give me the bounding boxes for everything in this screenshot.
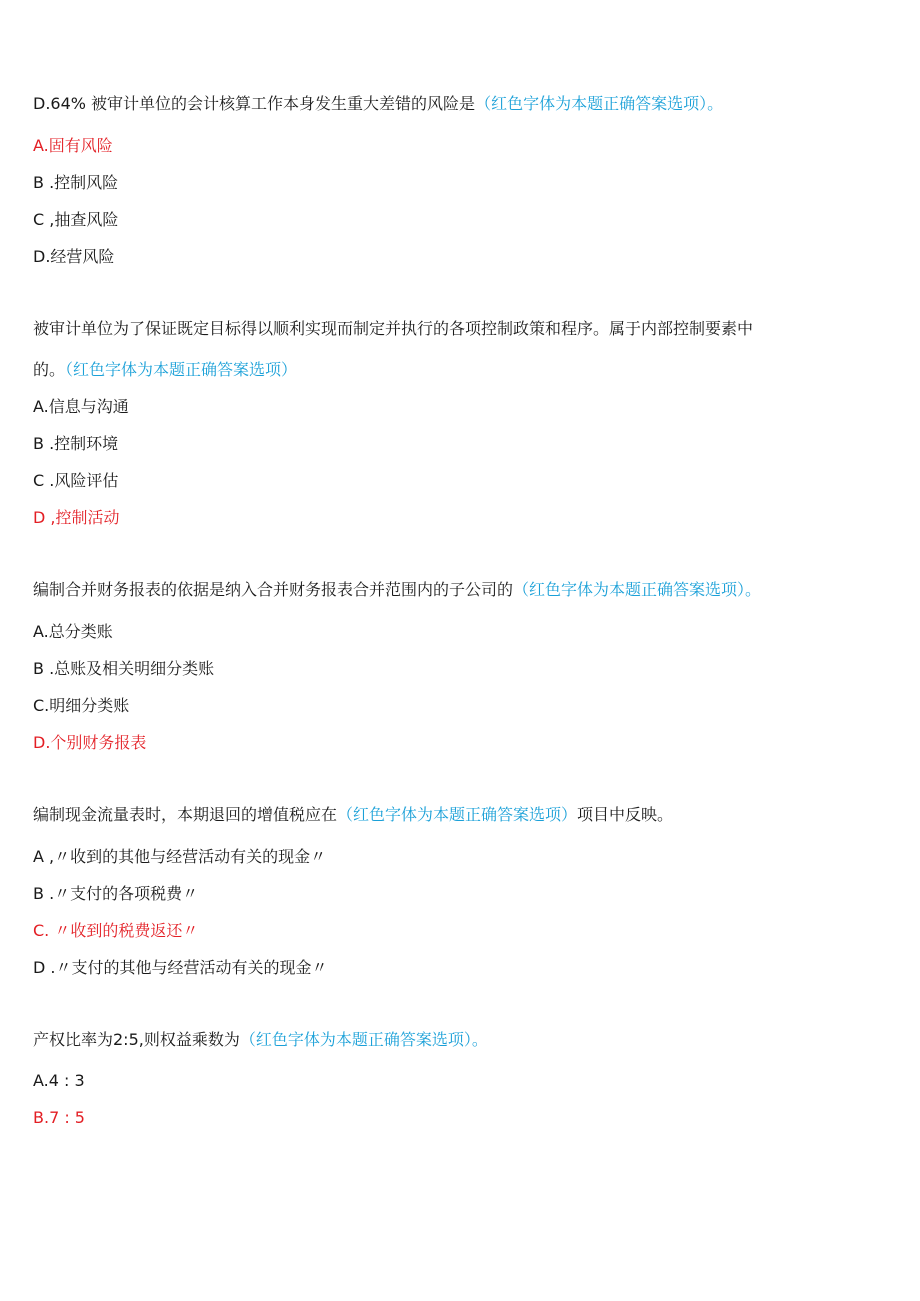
question-3-option-b: B .总账及相关明细分类账 (33, 659, 215, 678)
question-2-option-b: B .控制环境 (33, 434, 119, 453)
question-4-option-a: A ,〃收到的其他与经营活动有关的现金〃 (33, 847, 327, 866)
question-2-text-line2: 的。 (33, 360, 66, 379)
question-2-option-a: A.信息与沟通 (33, 397, 129, 416)
question-4-option-c: C. 〃收到的税费返还〃 (33, 921, 199, 940)
question-2-option-c: C .风险评估 (33, 471, 119, 490)
question-1-hint: （红色字体为本题正确答案选项）。 (475, 94, 724, 113)
question-4-option-d: D .〃支付的其他与经营活动有关的现金〃 (33, 958, 328, 977)
question-3-option-c: C.明细分类账 (33, 696, 130, 715)
question-3-stem (33, 579, 761, 601)
question-5-option-a: A.4 : 3 (33, 1071, 85, 1090)
question-3-option-d: D.个别财务报表 (33, 733, 147, 752)
question-3-text: 编制合并财务报表的依据是纳入合并财务报表合并范围内的子公司的 (33, 580, 514, 599)
question-1-option-d: D.经营风险 (33, 247, 115, 266)
question-4-option-b: B .〃支付的各项税费〃 (33, 884, 199, 903)
question-2-option-d: D ,控制活动 (33, 508, 120, 527)
question-3-hint: （红色字体为本题正确答案选项）。 (513, 580, 762, 599)
question-4-text: 编制现金流量表时，本期退回的增值税应在 (33, 805, 338, 824)
question-5-stem (33, 1029, 488, 1051)
question-5-text: 产权比率为2:5,则权益乘数为 (33, 1030, 240, 1049)
question-1-stem (33, 93, 723, 115)
question-4-hint: （红色字体为本题正确答案选项） (337, 805, 578, 824)
question-1-option-c: C ,抽查风险 (33, 210, 119, 229)
question-1-option-a: A.固有风险 (33, 136, 113, 155)
question-5-hint: （红色字体为本题正确答案选项）。 (239, 1030, 488, 1049)
question-2-hint: （红色字体为本题正确答案选项） (65, 360, 298, 379)
question-1-text: D.64% 被审计单位的会计核算工作本身发生重大差错的风险是 (33, 94, 476, 113)
question-4-text-after: 项目中反映。 (577, 805, 674, 824)
question-5-option-b: B.7 : 5 (33, 1108, 85, 1127)
question-2-stem: 被审计单位为了保证既定目标得以顺利实现而制定并执行的各项控制政策和程序。属于内部控制要素中 (33, 319, 754, 338)
question-4-stem (33, 804, 673, 826)
question-3-option-a: A.总分类账 (33, 622, 113, 641)
question-2-stem-line2 (33, 359, 297, 381)
question-1-option-b: B .控制风险 (33, 173, 119, 192)
